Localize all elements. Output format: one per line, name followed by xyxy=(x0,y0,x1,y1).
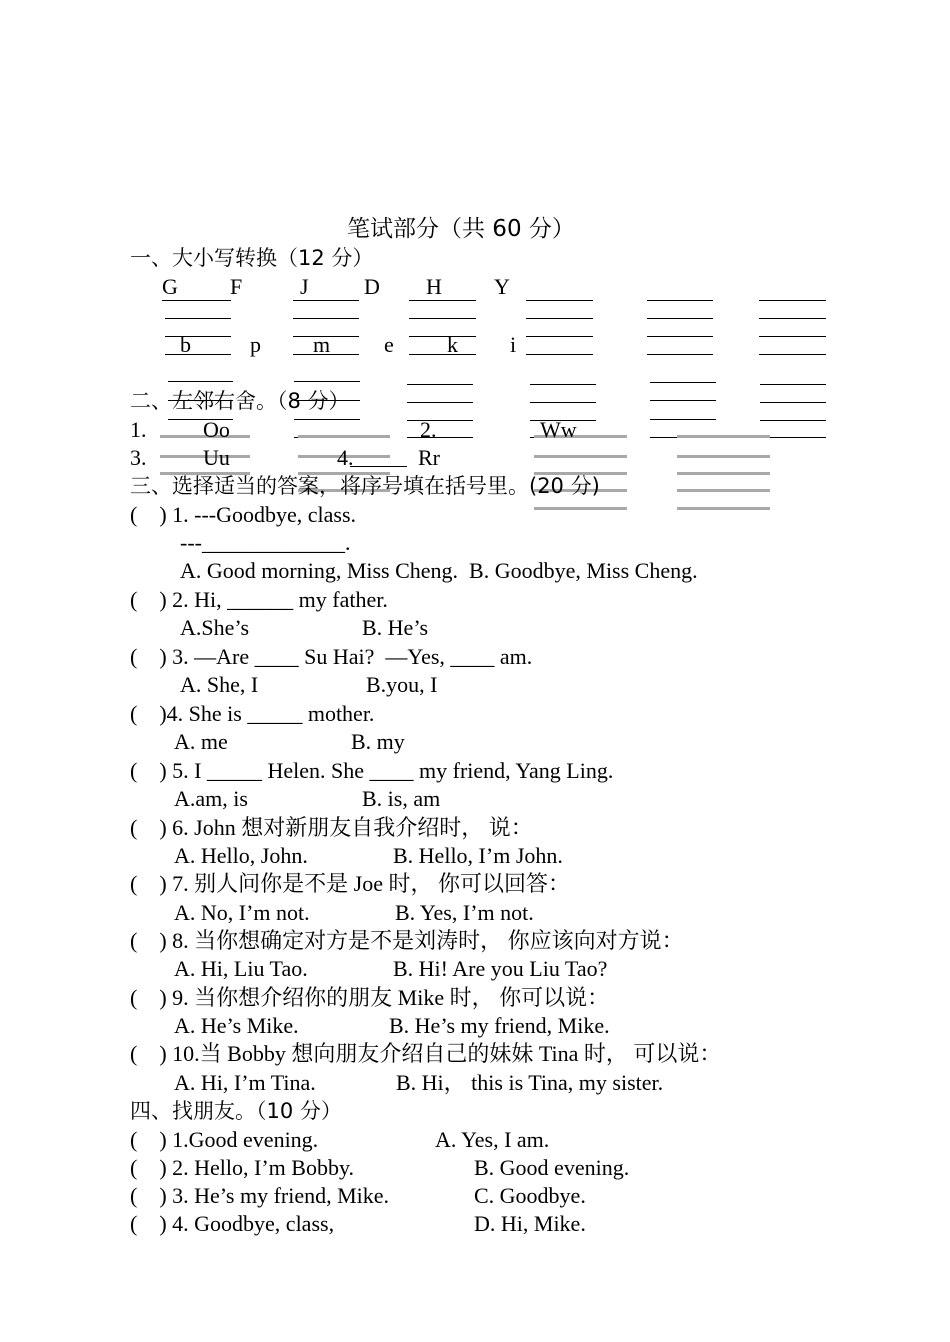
match-right: D. Hi, Mike. xyxy=(474,1211,586,1236)
underline xyxy=(647,300,713,301)
option: A. Good morning, Miss Cheng. B. Goodbye, Miss Cheng. xyxy=(180,558,698,583)
underline xyxy=(759,318,826,319)
option: A.She’s xyxy=(180,615,250,640)
underline xyxy=(526,300,593,301)
underline xyxy=(407,437,473,438)
underline xyxy=(760,384,826,385)
option: B. He’s xyxy=(362,615,428,640)
underline xyxy=(647,354,713,355)
item-number: 4. xyxy=(337,445,354,470)
underline xyxy=(165,354,231,355)
question: ( ) 10.当 Bobby 想向朋友介绍自己的妹妹 Tina 时， 可以说： xyxy=(130,1041,722,1066)
option: A. She, I xyxy=(180,672,259,697)
letter: Oo xyxy=(203,417,230,442)
answer-blank: ---_____________. xyxy=(180,530,351,555)
underline-grey xyxy=(677,455,770,458)
match-right: A. Yes, I am. xyxy=(435,1127,550,1152)
underline xyxy=(759,300,826,301)
underline xyxy=(650,419,716,420)
section-3-heading: 三、选择适当的答案，将序号填在括号里。(20 分) xyxy=(130,474,600,498)
letter: J xyxy=(300,274,309,299)
underline xyxy=(409,336,476,337)
item-number: 1. xyxy=(130,417,147,442)
option: A. He’s Mike. xyxy=(174,1013,299,1038)
question: ( ) 9. 当你想介绍你的朋友 Mike 时， 你可以说： xyxy=(130,985,610,1010)
match-left: ( ) 4. Goodbye, class, xyxy=(130,1211,335,1236)
underline xyxy=(650,400,716,401)
option: A. Hi, Liu Tao. xyxy=(174,956,308,981)
letter: Rr xyxy=(418,445,440,470)
option: A. Hi, I’m Tina. xyxy=(174,1070,316,1095)
underline xyxy=(760,420,826,421)
option: B. Hi， this is Tina, my sister. xyxy=(396,1070,664,1095)
question: ( ) 7. 别人问你是不是 Joe 时， 你可以回答： xyxy=(130,871,570,896)
match-left: ( ) 2. Hello, I’m Bobby. xyxy=(130,1155,355,1180)
letter: k xyxy=(447,332,458,357)
letter: b xyxy=(180,332,191,357)
underline xyxy=(759,336,826,337)
letter: Ww xyxy=(540,417,577,442)
page-title: 笔试部分（共 60 分） xyxy=(347,216,575,242)
item-number: 2. xyxy=(420,417,437,442)
underline xyxy=(647,336,713,337)
underline xyxy=(407,402,473,403)
question: ( ) 3. —Are ____ Su Hai? —Yes, ____ am. xyxy=(130,644,533,669)
match-left: ( ) 3. He’s my friend, Mike. xyxy=(130,1183,390,1208)
underline xyxy=(407,420,473,421)
underline xyxy=(293,354,359,355)
option: B. Hi! Are you Liu Tao? xyxy=(393,956,608,981)
letter: p xyxy=(250,332,261,357)
underline-grey xyxy=(298,435,390,438)
match-right: B. Good evening. xyxy=(474,1155,630,1180)
underline xyxy=(650,382,716,383)
underline-grey xyxy=(677,489,770,492)
underline-grey xyxy=(534,455,627,458)
underline xyxy=(530,402,596,403)
question: ( ) 8. 当你想确定对方是不是刘涛时， 你应该向对方说： xyxy=(130,928,684,953)
letter: H xyxy=(426,274,442,299)
letter: e xyxy=(384,332,394,357)
option: B. Yes, I’m not. xyxy=(395,900,534,925)
question: ( ) 1. ---Goodbye, class. xyxy=(130,502,357,527)
option: B.you, I xyxy=(366,672,438,697)
underline xyxy=(350,466,407,467)
underline xyxy=(409,318,476,319)
option: A. Hello, John. xyxy=(174,843,308,868)
letter: Y xyxy=(494,274,510,299)
underline xyxy=(526,354,593,355)
underline-grey xyxy=(677,472,770,475)
question: ( ) 5. I _____ Helen. She ____ my friend, Yang Ling. xyxy=(130,758,614,783)
underline xyxy=(168,381,233,382)
letter: m xyxy=(313,332,331,357)
underline xyxy=(294,381,360,382)
option: A. me xyxy=(174,729,228,754)
underline xyxy=(409,354,476,355)
underline xyxy=(759,354,826,355)
section-1-heading: 一、大小写转换（12 分） xyxy=(130,246,374,270)
option: B. is, am xyxy=(362,786,441,811)
underline xyxy=(409,300,476,301)
letter: F xyxy=(230,274,243,299)
item-number: 3. xyxy=(130,445,147,470)
underline xyxy=(162,300,231,301)
underline-grey xyxy=(677,507,770,510)
question: ( ) 2. Hi, ______ my father. xyxy=(130,587,388,612)
letter: D xyxy=(364,274,380,299)
letter: Uu xyxy=(203,445,230,470)
underline xyxy=(647,318,713,319)
underline-grey xyxy=(534,507,627,510)
option: B. He’s my friend, Mike. xyxy=(389,1013,610,1038)
underline xyxy=(293,336,359,337)
question: ( )4. She is _____ mother. xyxy=(130,701,375,726)
underline xyxy=(165,318,231,319)
underline xyxy=(530,384,596,385)
section-4-heading: 四、找朋友。（10 分） xyxy=(130,1099,342,1123)
match-right: C. Goodbye. xyxy=(474,1183,586,1208)
option: B. my xyxy=(351,729,405,754)
underline xyxy=(407,384,473,385)
letter: G xyxy=(162,274,178,299)
option: A. No, I’m not. xyxy=(174,900,310,925)
option: B. Hello, I’m John. xyxy=(393,843,563,868)
match-left: ( ) 1.Good evening. xyxy=(130,1127,319,1152)
underline xyxy=(760,402,826,403)
letter: i xyxy=(510,332,517,357)
section-2-heading: 二、左邻右舍。（8 分） xyxy=(130,389,350,413)
underline xyxy=(294,419,360,420)
underline xyxy=(526,318,593,319)
underline xyxy=(293,318,359,319)
option: A.am, is xyxy=(174,786,248,811)
underline xyxy=(293,300,359,301)
underline-grey xyxy=(677,435,770,438)
underline xyxy=(526,336,593,337)
underline xyxy=(165,336,231,337)
question: ( ) 6. John 想对新朋友自我介绍时， 说： xyxy=(130,815,533,840)
